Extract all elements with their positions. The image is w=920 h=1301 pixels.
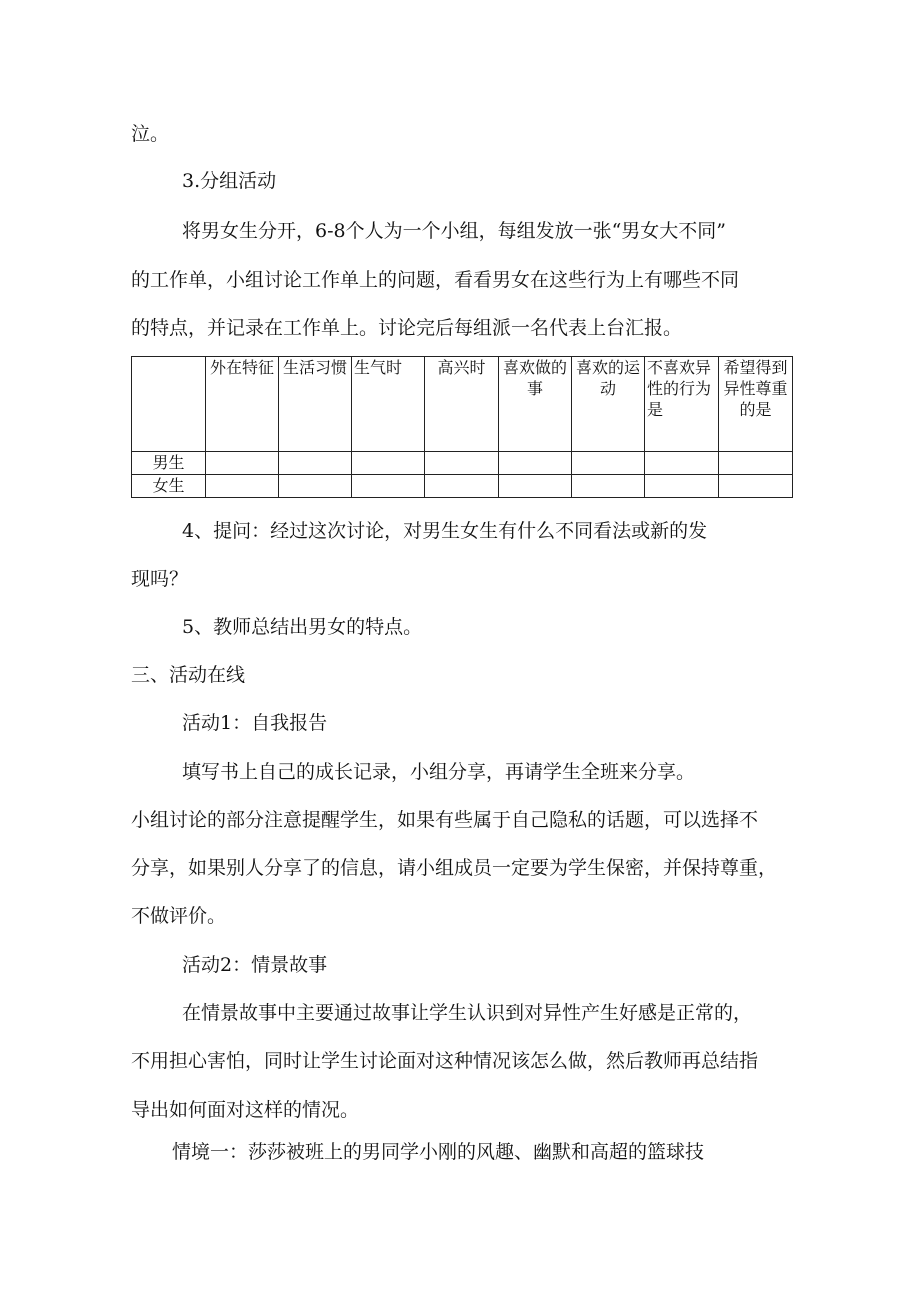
section-heading: 三、活动在线 <box>131 664 246 686</box>
text-line: 5、教师总结出男女的特点。 <box>182 616 423 638</box>
table-header-cell: 高兴时 <box>425 357 499 452</box>
text-line: 将男女生分开，6-8个人为一个小组，每组发放一张“男女大不同” <box>182 220 727 242</box>
text-line: 导出如何面对这样的情况。 <box>131 1099 360 1121</box>
table-cell <box>499 452 572 475</box>
worksheet-table <box>131 356 793 498</box>
text-line: 泣。 <box>131 123 170 145</box>
text-line: 情境一：莎莎被班上的男同学小刚的风趣、幽默和高超的篮球技 <box>172 1141 705 1163</box>
text-line: 分享，如果别人分享了的信息，请小组成员一定要为学生保密，并保持尊重， <box>131 857 778 879</box>
text-line: 填写书上自己的成长记录，小组分享，再请学生全班来分享。 <box>182 761 696 783</box>
text-line: 不做评价。 <box>131 905 227 927</box>
row-label-female: 女生 <box>132 475 206 498</box>
table-header-row <box>132 357 793 452</box>
table-cell <box>499 475 572 498</box>
activity-heading: 活动2：情景故事 <box>182 954 328 976</box>
table-cell <box>719 475 793 498</box>
table-cell <box>352 475 425 498</box>
table-cell <box>425 452 499 475</box>
row-label-male: 男生 <box>132 452 206 475</box>
table-header-cell: 喜欢的运动 <box>572 357 645 452</box>
table-cell <box>279 452 352 475</box>
text-line: 4、提问：经过这次讨论，对男生女生有什么不同看法或新的发 <box>182 520 708 542</box>
table-row <box>132 452 793 475</box>
table-cell <box>352 452 425 475</box>
table-cell <box>719 452 793 475</box>
text-line: 现吗？ <box>131 568 189 590</box>
section-heading: 3.分组活动 <box>182 170 277 192</box>
table-corner-cell <box>132 357 206 452</box>
table-header-cell: 生气时 <box>352 357 425 452</box>
text-line: 在情景故事中主要通过故事让学生认识到对异性产生好感是正常的， <box>182 1002 753 1024</box>
table-header-cell: 不喜欢异性的行为是 <box>645 357 719 452</box>
text-line: 的特点，并记录在工作单上。讨论完后每组派一名代表上台汇报。 <box>131 317 683 339</box>
text-line: 的工作单，小组讨论工作单上的问题，看看男女在这些行为上有哪些不同 <box>131 269 740 291</box>
table-cell <box>572 452 645 475</box>
table-cell <box>425 475 499 498</box>
table-cell <box>572 475 645 498</box>
activity-heading: 活动1：自我报告 <box>182 712 328 734</box>
text-line: 小组讨论的部分注意提醒学生，如果有些属于自己隐私的话题，可以选择不 <box>131 809 759 831</box>
table-cell <box>206 475 279 498</box>
table-cell <box>279 475 352 498</box>
table-cell <box>645 475 719 498</box>
table-row <box>132 475 793 498</box>
table-cell <box>206 452 279 475</box>
text-line: 不用担心害怕，同时让学生讨论面对这种情况该怎么做，然后教师再总结指 <box>131 1050 759 1072</box>
table-header-cell: 外在特征 <box>206 357 279 452</box>
table-cell <box>645 452 719 475</box>
table-header-cell: 生活习惯 <box>279 357 352 452</box>
table-header-cell: 希望得到异性尊重的是 <box>719 357 793 452</box>
table-header-cell: 喜欢做的事 <box>499 357 572 452</box>
